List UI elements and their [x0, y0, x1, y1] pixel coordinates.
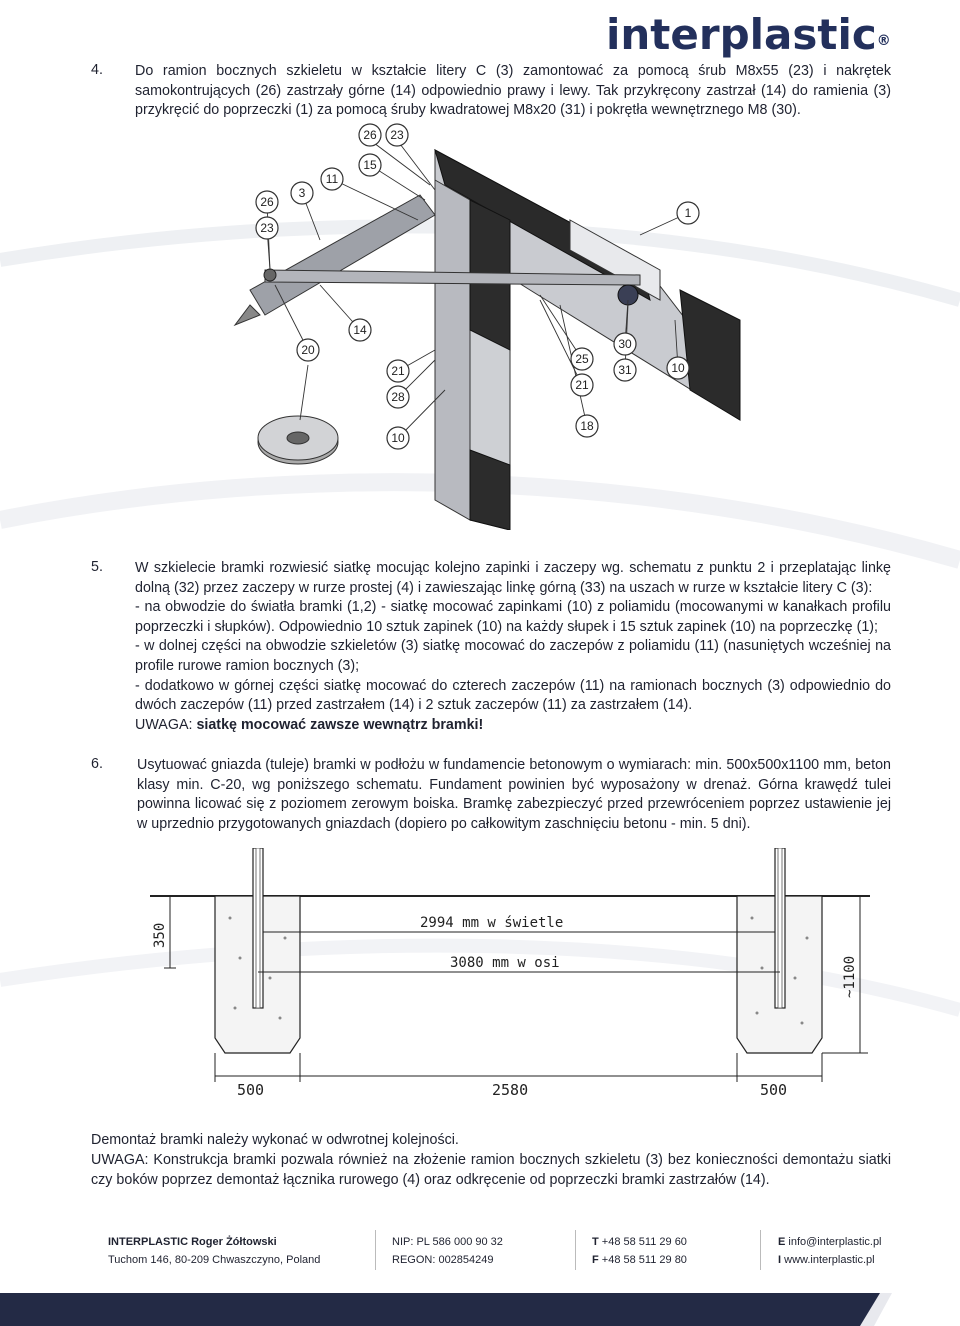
callout-label: 28 — [391, 390, 405, 404]
depth-label: ~1100 — [842, 955, 858, 998]
callout-label: 18 — [580, 419, 594, 433]
callout-label: 15 — [363, 158, 377, 172]
footer-nip: NIP: PL 586 000 90 32 — [392, 1236, 503, 1248]
footer-bar — [0, 1293, 960, 1326]
footer-address: Tuchom 146, 80-209 Chwaszczyno, Poland — [108, 1254, 321, 1266]
callout-label: 26 — [260, 195, 274, 209]
footer-phone: T +48 58 511 29 60 — [592, 1236, 687, 1248]
callout-label: 10 — [671, 361, 685, 375]
step-paragraph: W szkielecie bramki rozwiesić siatkę mocując kolejno zapinki i zaczepy wg. schematu z punktu 2 i przeplatając linkę dolną (32) przez zaczepy w rurze prostej (4) i zawieszając linkę górną (33) na uszach w rurze w kształcie litery C (3): — [135, 560, 891, 596]
callout-label: 30 — [618, 337, 632, 351]
step-number: 5. — [91, 559, 103, 575]
footer-email[interactable]: E info@interplastic.pl — [778, 1236, 882, 1248]
footer-divider — [575, 1230, 576, 1270]
step-number: 6. — [91, 756, 103, 772]
callout-label: 26 — [363, 128, 377, 142]
callout-label: 11 — [325, 172, 339, 186]
width-left-label: 500 — [237, 1081, 265, 1099]
callout-label: 1 — [684, 206, 692, 220]
axis-width-label: 3080 mm w osi — [450, 955, 560, 971]
brand-logo: interplastic® — [606, 10, 891, 59]
step-text: Do ramion bocznych szkieletu w kształcie litery C (3) zamontować za pomocą śrub M8x55 (23) i nakrętek samokontrujących (26) zastrzały górne (14) odpowiednio prawy i lewy. Tak przykręcony zastrzał (14) do ramienia (3) przykręcić do poprzeczki (1) za pomocą śruby kwadratowej M8x20 (31) i pokrętła wewnętrznego M8 (30). — [135, 63, 891, 119]
step-text — [135, 559, 891, 735]
callout-label: 23 — [260, 221, 274, 235]
closing-warning: UWAGA: Konstrukcja bramki pozwala również na złożenie ramion bocznych szkieletu (3) bez konieczności demontażu siatki czy boków poprzez demontaż łącznika rurowego (4) oraz odkręcenie od poprzeczki bramki zastrzałów (14). — [91, 1152, 891, 1188]
step-paragraph: - dodatkowo w górnej części siatkę mocować do czterech zaczepów (11) na ramionach bocznych (3) odpowiednio do dwóch zaczepów (11) przed zastrzałem (14) i 2 sztuk zaczepów (11) za zastrzałem (14). — [135, 677, 891, 714]
footer-regon: REGON: 002854249 — [392, 1254, 494, 1266]
step-paragraph: - na obwodzie do światła bramki (1,2) - siatkę mocować zapinkami (10) z poliamidu (mocowanymi w kanałkach profilu poprzeczki i słupków). Odpowiednio 10 sztuk zapinek (10) na każdy słupek i 15 sztuk zapinek (10) na poprzeczkę (1); — [135, 599, 891, 635]
footer-website[interactable]: I www.interplastic.pl — [778, 1254, 875, 1266]
footer-company: INTERPLASTIC Roger Żółtowski — [108, 1236, 277, 1248]
callout-label: 3 — [298, 186, 306, 200]
foundation-diagram — [140, 848, 880, 1110]
callout-label: 25 — [575, 352, 589, 366]
callout-label: 20 — [301, 343, 315, 357]
callout-label: 21 — [575, 378, 589, 392]
callout-label: 31 — [618, 363, 632, 377]
step-text: Usytuować gniazda (tuleje) bramki w podłożu w fundamencie betonowym o wymiarach: min. 500x500x1100 mm, beton klasy min. C-20, wg poniższego schematu. Fundament powinien być wyposażony w drenaż. Górna krawędź tulei powinna licować się z poziomem zerowym boiska. Bramkę zabezpieczyć przed przewróceniem poprzez ustawienie jej w uprzednio przygotowanych gniazdach (dopiero po całkowitym zaschnięciu betonu - min. 5 dni). — [137, 757, 891, 832]
width-right-label: 500 — [760, 1081, 788, 1099]
footer-bar-accent — [860, 1293, 960, 1326]
closing-note: Demontaż bramki należy wykonać w odwrotnej kolejności. — [91, 1132, 459, 1148]
footer-divider — [375, 1230, 376, 1270]
callout-label: 14 — [353, 323, 367, 337]
callout-label: 10 — [391, 431, 405, 445]
step-paragraph: - w dolnej części na obwodzie szkieletów (3) siatkę mocować do zaczepów z poliamidu (11) (nasuniętych wcześniej na profile rurowe ramion bocznych (3); — [135, 638, 891, 674]
span-label: 2580 — [492, 1081, 529, 1099]
depth-top-label: 350 — [152, 922, 168, 948]
callout-label: 23 — [390, 128, 404, 142]
step-number: 4. — [91, 62, 103, 78]
warning-line: UWAGA: siatkę mocować zawsze wewnątrz bramki! — [135, 716, 484, 733]
inner-width-label: 2994 mm w świetle — [420, 915, 564, 931]
callout-label: 21 — [391, 364, 405, 378]
assembly-illustration — [220, 120, 760, 530]
footer-fax: F +48 58 511 29 80 — [592, 1254, 687, 1266]
footer-divider — [760, 1230, 761, 1270]
